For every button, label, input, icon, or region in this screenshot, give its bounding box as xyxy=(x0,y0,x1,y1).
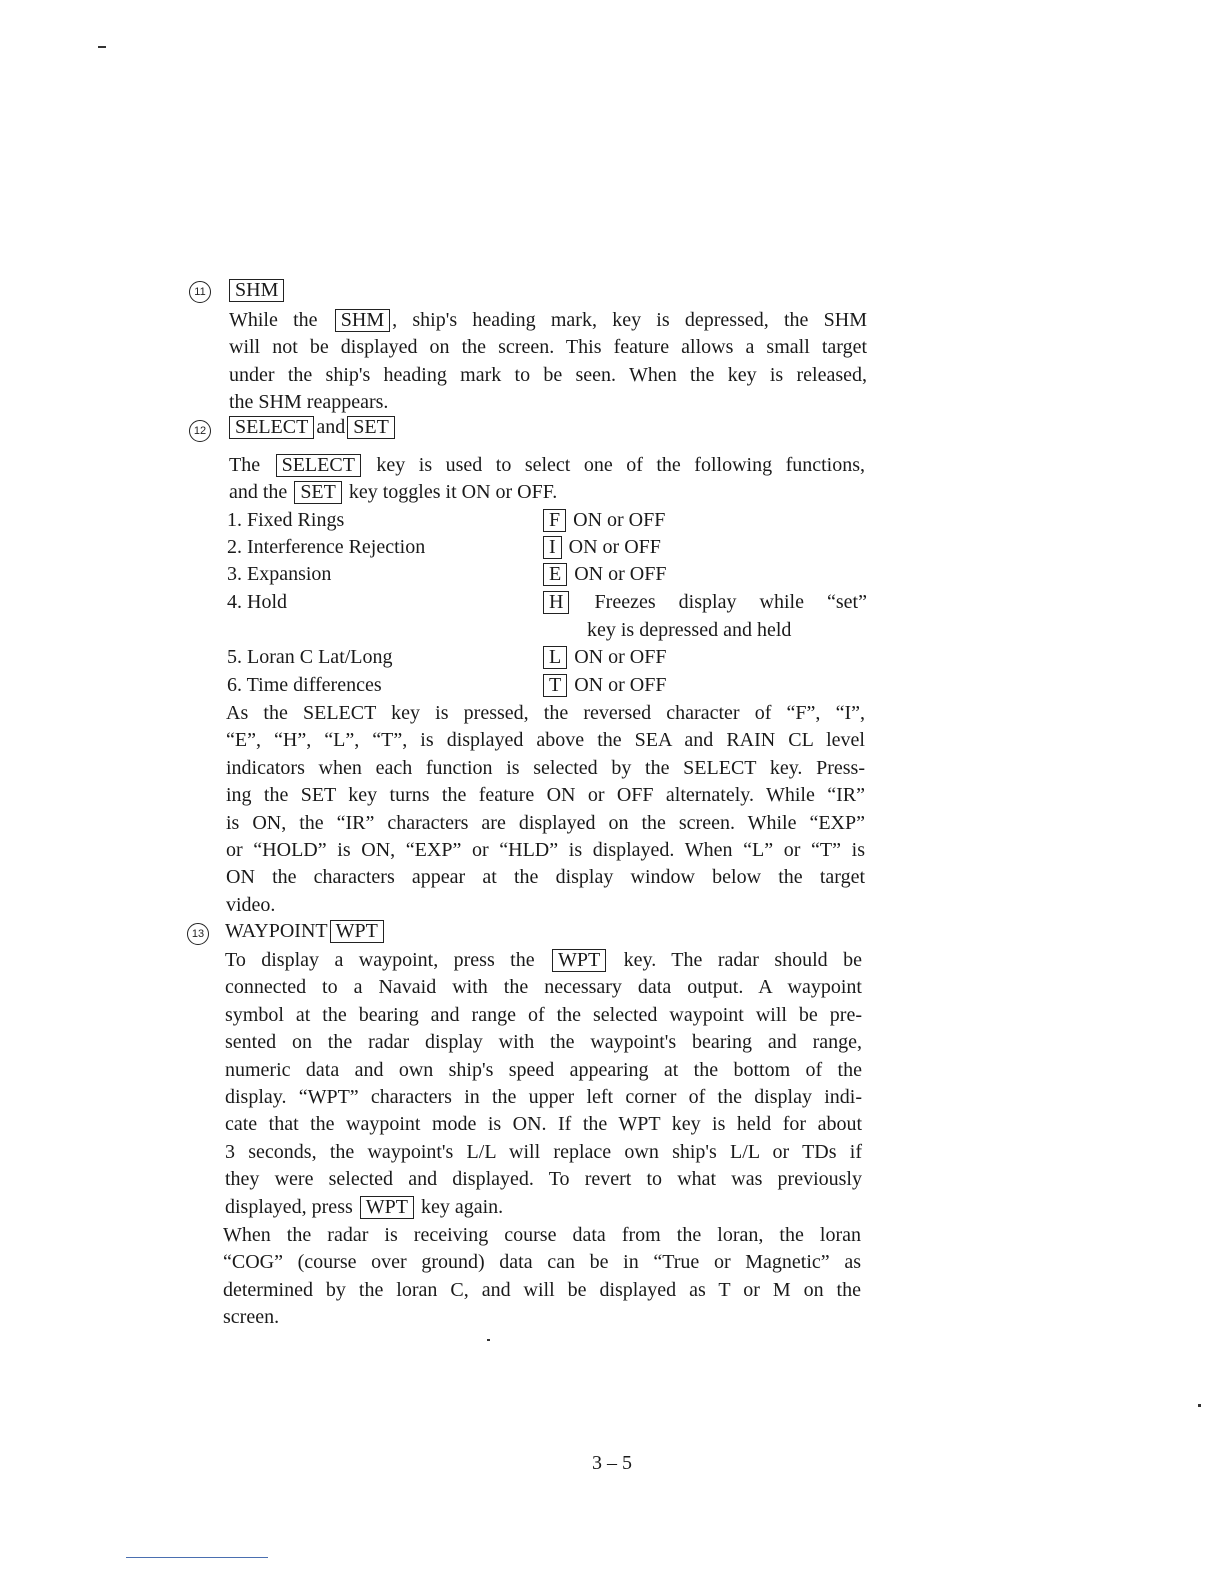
text-line: “COG” (course over ground) data can be in “True or Magnetic” as xyxy=(223,1251,861,1274)
section-number-13: 13 xyxy=(187,923,209,945)
shm-key-inline: SHM xyxy=(335,309,390,332)
text-line: ing the SET key turns the feature ON or OFF alternately. While “IR” xyxy=(226,784,865,807)
text-line: screen. xyxy=(223,1306,280,1329)
section-11-body xyxy=(229,307,867,417)
text-line: displayed, press WPT key again. xyxy=(225,1195,504,1218)
document-page: 11 SHM While the SHM , ship's heading mark, key is depressed, the SHM will not be displayed on the screen. This feature allows a small target under the ship's heading mark to be seen. When the key is released, the SHM reappears. 12 SELECT and SET The SELECT key is used to select one of the following functions, and the SET key toggles it ON or OFF. 1. Fixed Rings F ON or OFF 2. Interference Rejection I ON or OFF 3. Expansion E ON or OFF 4. Hold H Freezes display while “set” key is depressed and held 5. Loran C Lat/Long L ON or OFF 6. Time differences T ON or OFF As the SELECT key is pressed, the reversed character of “F”, “I”, “E”, “H”, “L”, “T”, is displayed above the SEA and RAIN CL level indicators when each function is selected by the SELECT key. Press- ing the SET key turns the feature ON or OFF alternately. While “IR” is ON, the “IR” characters are displayed on the screen. While “EXP” or “HOLD” is ON, “EXP” or “HLD” is displayed. When “L” or “T” is ON the characters appear at the display window below the target video. 13 WAYPOINT WPT To display a waypoint, press the WPT key. The radar should be connected to a Navaid with the necessary data output. A waypoint symbol at the bearing and range of the selected waypoint will be pre- sented on the radar display with the waypoint's bearing and range, numeric data and own ship's speed appearing at the bottom of the display. “WPT” characters in the upper left corner of the display indi- cate that the waypoint mode is ON. If the WPT key is held for about 3 seconds, the waypoint's L/L will replace own ship's L/L or TDs if they were selected and displayed. To revert to what was previously displayed, press WPT key again. When the radar is receiving course data from the loran, the loran “COG” (course over ground) data can be in “True or Magnetic” as determined by the loran C, and will be displayed as T or M on the screen. 3 – 5 xyxy=(0,0,1224,1584)
l-key: L xyxy=(543,646,567,669)
text-line: While the SHM , ship's heading mark, key is depressed, the SHM xyxy=(229,309,867,331)
wpt-key-inline: WPT xyxy=(360,1196,414,1219)
text-line: and the SET key toggles it ON or OFF. xyxy=(229,481,558,504)
h-key: H xyxy=(543,591,569,614)
section-13-paragraph-2 xyxy=(223,1222,861,1332)
wpt-key-label: WPT xyxy=(330,920,384,943)
f-key: F xyxy=(543,509,566,532)
section-12-heading xyxy=(227,414,397,441)
bottom-rule xyxy=(126,1557,268,1558)
text-line: ON the characters appear at the display window below the target xyxy=(226,866,865,889)
text-line: The SELECT key is used to select one of the following functions, xyxy=(229,454,866,476)
section-12-explanation xyxy=(226,700,865,919)
section-13-heading: WAYPOINT WPT xyxy=(225,918,386,945)
text-line: indicators when each function is selected by the SELECT key. Press- xyxy=(226,756,865,779)
e-key: E xyxy=(543,563,567,586)
text-line: or “HOLD” is ON, “EXP” or “HLD” is displayed. When “L” or “T” is xyxy=(226,839,865,862)
select-key-label: SELECT xyxy=(229,416,314,439)
set-key-label: SET xyxy=(347,416,395,439)
scan-speck xyxy=(487,1339,490,1341)
text-line: sented on the radar display with the waypoint's bearing and range, xyxy=(225,1031,862,1054)
text-line: cate that the waypoint mode is ON. If the WPT key is held for about xyxy=(225,1113,862,1136)
page-number: 3 – 5 xyxy=(592,1452,632,1474)
section-number-11: 11 xyxy=(189,281,211,303)
select-key-inline: SELECT xyxy=(276,454,361,477)
text-line: will not be displayed on the screen. This feature allows a small target xyxy=(229,336,867,359)
shm-key-label: SHM xyxy=(229,279,284,302)
text-line: symbol at the bearing and range of the selected waypoint will be pre- xyxy=(225,1003,862,1026)
text-line: display. “WPT” characters in the upper left corner of the display indi- xyxy=(225,1086,862,1109)
scan-speck xyxy=(1198,1404,1201,1407)
text-line: they were selected and displayed. To revert to what was previously xyxy=(225,1168,862,1191)
text-line: the SHM reappears. xyxy=(229,391,389,414)
text-line: determined by the loran C, and will be displayed as T or M on the xyxy=(223,1278,861,1301)
heading-joiner: and xyxy=(316,416,346,438)
set-key-inline: SET xyxy=(294,481,342,504)
text-line: As the SELECT key is pressed, the reversed character of “F”, “I”, xyxy=(226,702,865,724)
wpt-key-inline: WPT xyxy=(552,949,606,972)
scan-speck xyxy=(98,46,106,48)
text-line: connected to a Navaid with the necessary data output. A waypoint xyxy=(225,976,862,999)
section-11-heading xyxy=(227,277,286,304)
t-key: T xyxy=(543,674,567,697)
section-13-paragraph-1 xyxy=(225,947,862,1221)
text-line: To display a waypoint, press the WPT key. The radar should be xyxy=(225,949,862,971)
i-key: I xyxy=(543,536,562,559)
text-line: numeric data and own ship's speed appearing at the bottom of the xyxy=(225,1058,862,1081)
text-line: video. xyxy=(226,893,276,916)
section-number-12: 12 xyxy=(189,420,211,442)
text-line: “E”, “H”, “L”, “T”, is displayed above the SEA and RAIN CL level xyxy=(226,729,865,752)
section-12-intro xyxy=(229,452,865,507)
text-line: 3 seconds, the waypoint's L/L will replace own ship's L/L or TDs if xyxy=(225,1140,862,1163)
text-line: When the radar is receiving course data from the loran, the loran xyxy=(223,1224,861,1246)
text-line: under the ship's heading mark to be seen. When the key is released, xyxy=(229,363,867,386)
text-line: is ON, the “IR” characters are displayed on the screen. While “EXP” xyxy=(226,811,865,834)
